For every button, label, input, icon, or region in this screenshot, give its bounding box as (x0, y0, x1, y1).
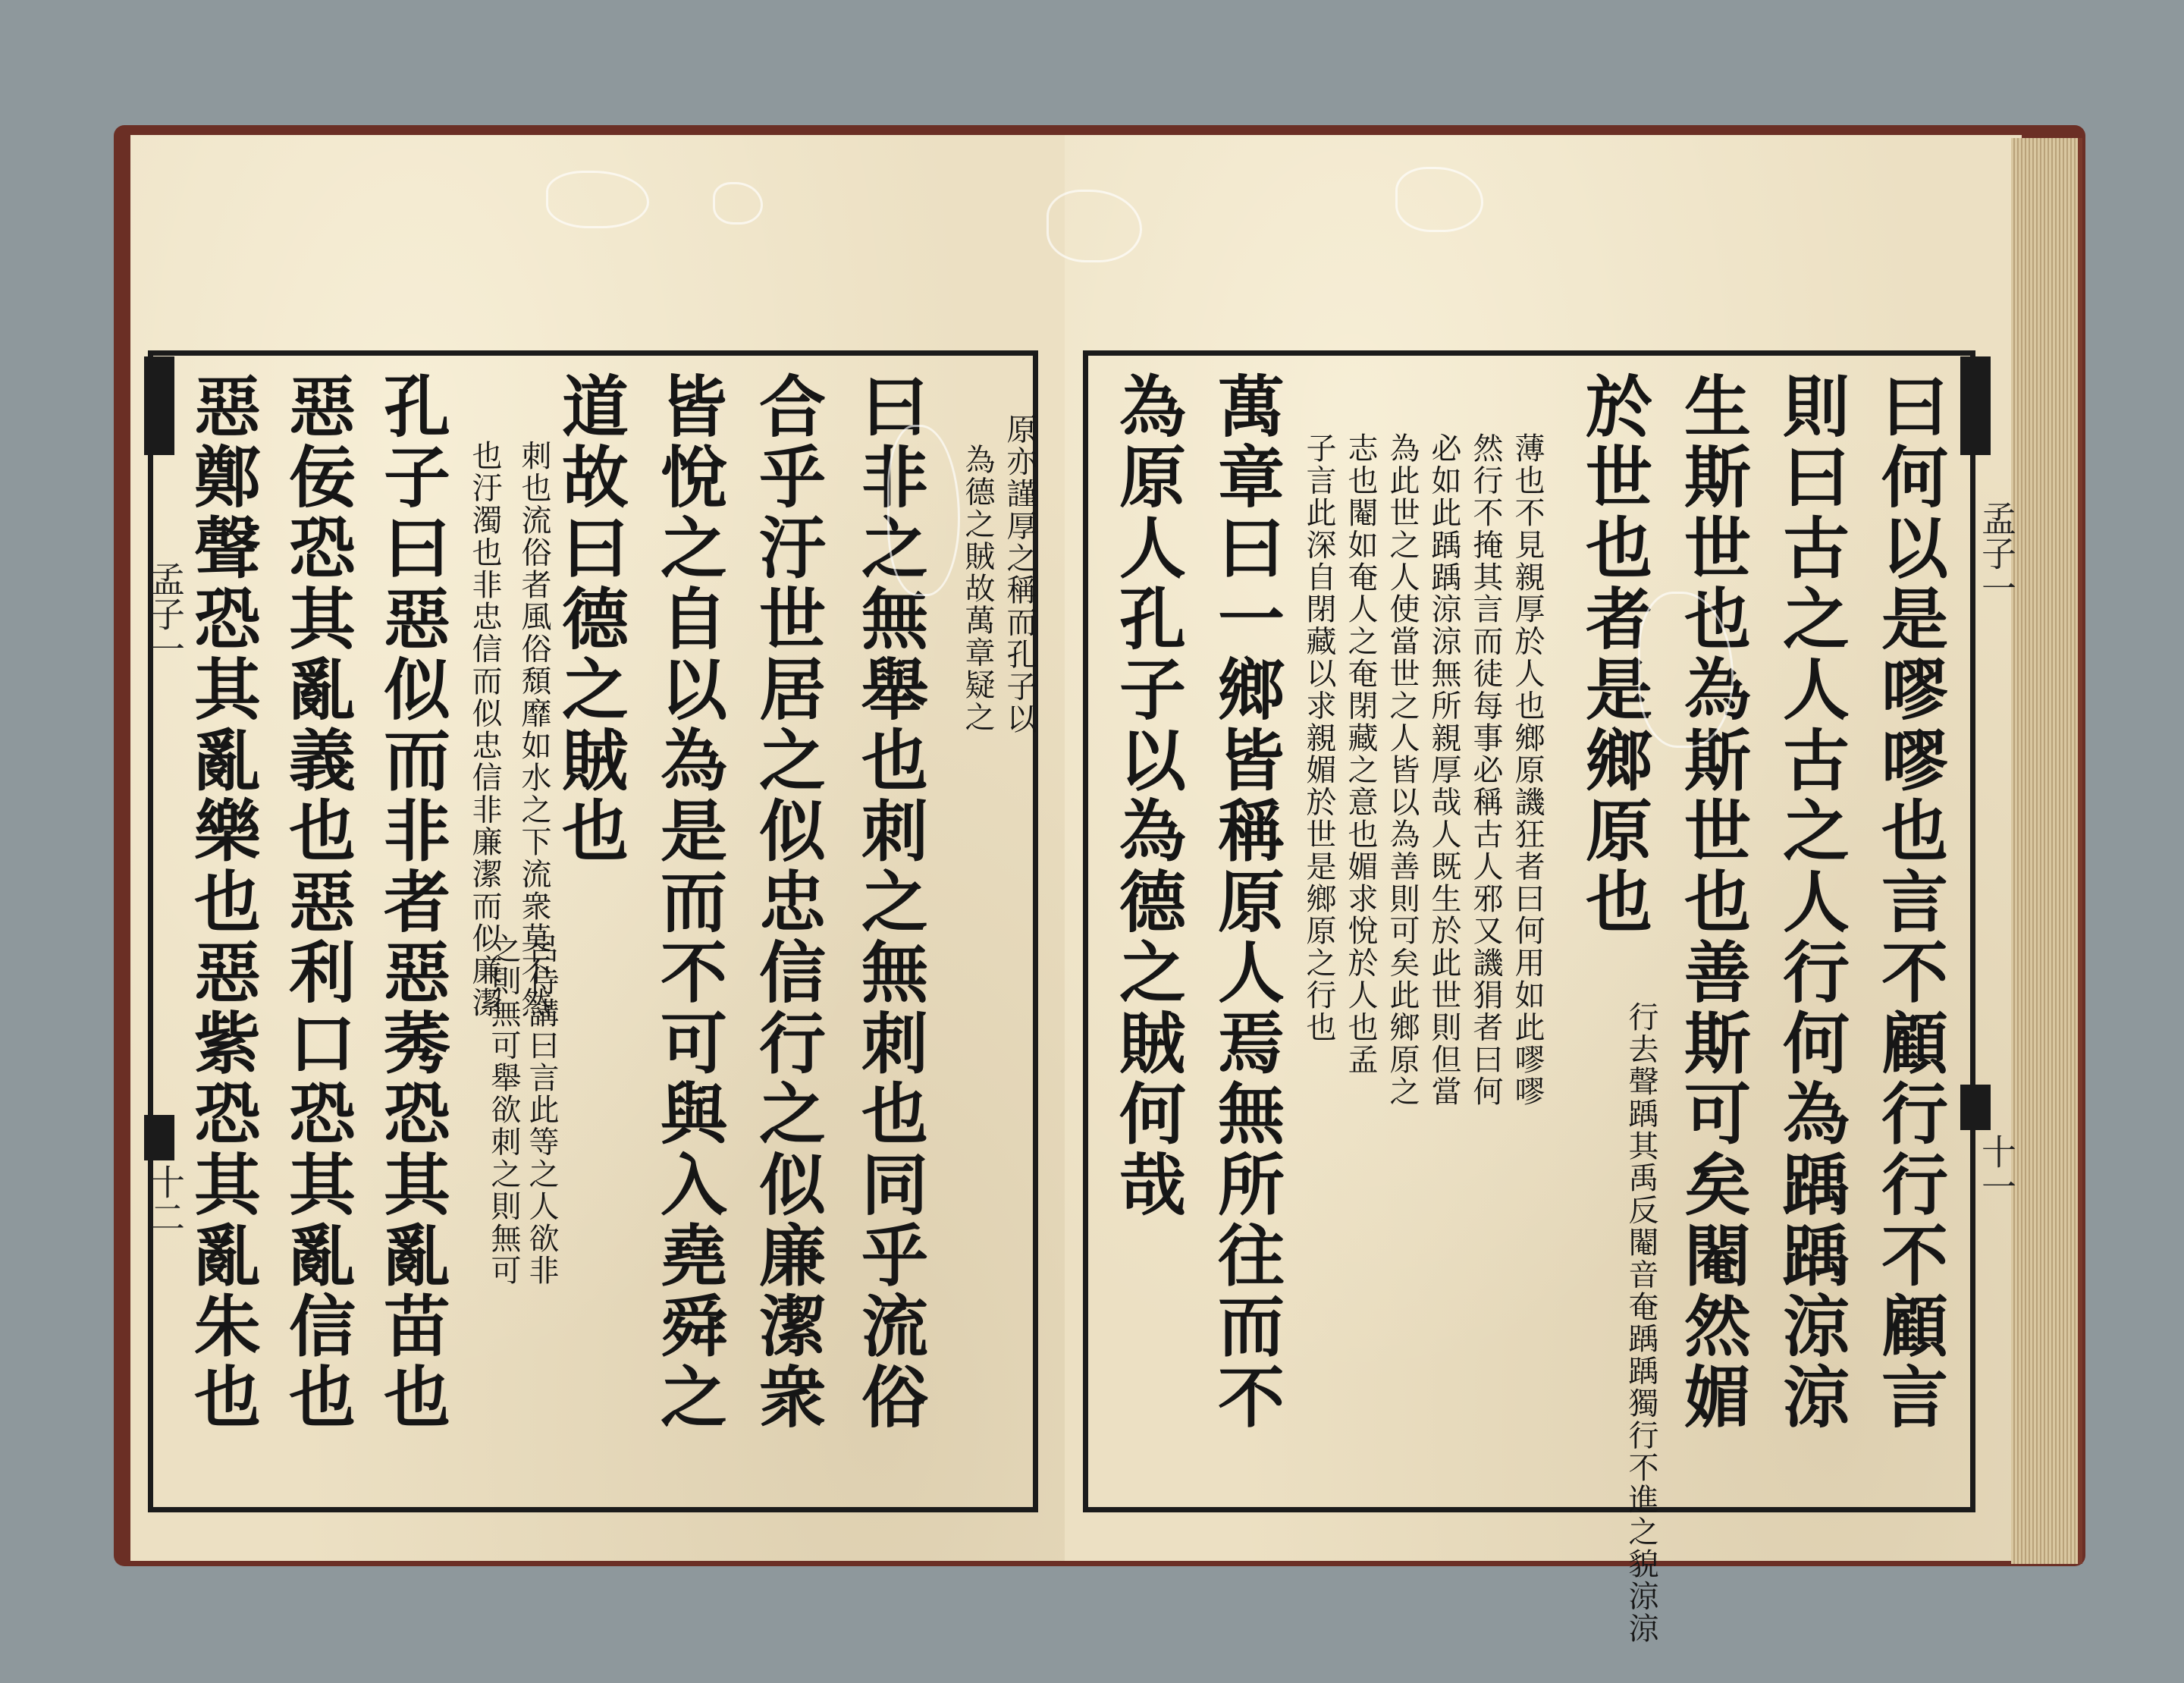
left-main-column-2: 合乎汙世居之似忠信行之似廉潔衆 (748, 372, 827, 1433)
left-fish-tail-top-icon (144, 356, 174, 455)
left-note-column-1: 原亦謹厚之稱而孔子以 (1002, 413, 1037, 735)
left-margin-label: 孟子一 (145, 561, 186, 666)
right-margin-label: 孟子一 (1976, 501, 2017, 605)
right-main-column-1: 曰何以是嘐嘐也言不顧行行不顧言 (1871, 372, 1950, 1433)
left-folio-number: 十二 (145, 1164, 186, 1234)
right-note-column-5: 為此世之人使當世之人皆以為善則可矣此鄉原之 (1385, 432, 1420, 1108)
left-note-column-6: 也汙濁也非忠信而似忠信非廉潔而似廉潔 (467, 440, 502, 1019)
left-main-column-4: 道故曰德之賊也 (551, 372, 630, 867)
left-main-column-5: 孔子曰惡似而非者惡莠恐其亂苗也 (373, 372, 452, 1433)
right-note-column-4: 必如此踽踽涼涼無所親厚哉人既生於此世則但當 (1426, 432, 1461, 1108)
left-main-column-3: 皆悅之自以為是而不可與入堯舜之 (650, 372, 729, 1433)
right-note-column-2: 薄也不見親厚於人也鄉原譏狂者曰何用如此嘐嘐 (1510, 432, 1545, 1108)
right-main-column-6: 為原人孔子以為德之賊何哉 (1109, 372, 1188, 1221)
right-fish-tail-bottom-icon (1960, 1085, 1991, 1130)
left-note-column-3: 呂侍講曰言此等之人欲非 (524, 933, 559, 1287)
page-stack-edge (2011, 138, 2082, 1564)
right-folio-number: 十一 (1976, 1134, 2017, 1204)
right-note-column-7: 子言此深自閉藏以求親媚於世是鄉原之行也 (1301, 432, 1336, 1044)
right-main-column-5: 萬章曰一鄉皆稱原人焉無所往而不 (1207, 372, 1286, 1433)
left-main-column-6: 惡佞恐其亂義也惡利口恐其亂信也 (278, 372, 357, 1433)
left-main-column-7: 惡鄭聲恐其亂樂也惡紫恐其亂朱也 (184, 372, 262, 1433)
right-main-column-4: 於世也者是鄉原也 (1575, 372, 1654, 938)
left-main-column-1: 曰非之無舉也刺之無刺也同乎流俗 (851, 372, 930, 1433)
left-note-column-4: 之則無可舉欲刺之則無可 (486, 933, 521, 1287)
left-fish-tail-bottom-icon (144, 1115, 174, 1160)
right-note-column-6: 志也閹如奄人之奄閉藏之意也媚求悅於人也孟 (1343, 432, 1378, 1075)
right-note-column-3: 然行不掩其言而徒每事必稱古人邪又譏狷者曰何 (1468, 432, 1503, 1108)
right-note-column-1: 行去聲踽其禹反閹音奄踽踽獨行不進之貌涼涼 (1624, 1001, 1658, 1644)
right-main-column-2: 則曰古之人古之人行何為踽踽涼涼 (1772, 372, 1851, 1433)
right-main-column-3: 生斯世也為斯世也善斯可矣閹然媚 (1674, 372, 1753, 1433)
left-note-column-2: 為德之賊故萬章疑之 (960, 444, 995, 733)
right-fish-tail-top-icon (1960, 356, 1991, 455)
left-note-column-5: 刺也流俗者風俗頹靡如水之下流衆莫不然 (516, 440, 551, 1019)
